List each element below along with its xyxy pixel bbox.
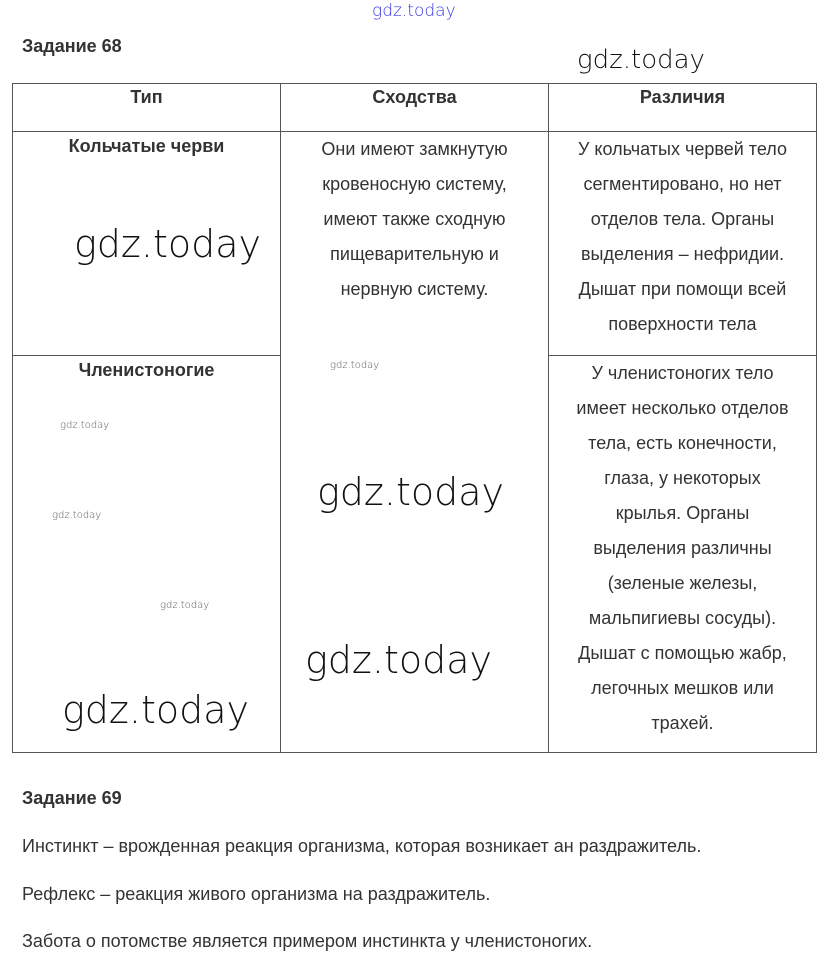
task68-title: Задание 68: [22, 36, 122, 56]
watermark: gdz.today: [62, 688, 249, 732]
differences-line: мальпигиевы сосуды).: [588, 608, 777, 628]
task69-title: Задание 69: [22, 788, 122, 808]
watermark: gdz.today: [52, 510, 102, 521]
differences-line: тела, есть конечности,: [588, 433, 777, 453]
differences-line: сегментировано, но нет: [583, 174, 782, 194]
differences-line: У кольчатых червей тело: [578, 139, 787, 159]
paragraph-care: Забота о потомстве является примером инстинкта у членистоногих.: [22, 931, 593, 951]
paragraph-reflex: Рефлекс – реакция живого организма на раздражитель.: [22, 884, 491, 904]
header-type: Тип: [12, 83, 281, 132]
watermark: gdz.today: [577, 45, 705, 75]
type-arthropods: Членистоногие: [12, 355, 281, 753]
differences-line: легочных мешков или: [591, 678, 774, 698]
differences-line: трахей.: [651, 713, 714, 733]
differences-line: выделения – нефридии.: [580, 244, 785, 264]
differences-annelids: [548, 131, 817, 356]
similarities-line: кровеносную систему,: [322, 174, 507, 194]
differences-line: выделения различны: [593, 538, 772, 558]
differences-line: крылья. Органы: [615, 503, 750, 523]
similarities-line: нервную систему.: [340, 279, 489, 299]
watermark: gdz.today: [305, 638, 492, 682]
differences-line: имеет несколько отделов: [576, 398, 789, 418]
watermark: gdz.today: [60, 420, 110, 431]
type-annelids: Кольчатые черви: [12, 131, 281, 356]
similarities-line: имеют также сходную: [323, 209, 506, 229]
similarities-line: пищеварительную и: [330, 244, 499, 264]
differences-line: Дышат при помощи всей: [578, 279, 787, 299]
differences-arthropods: [548, 355, 817, 753]
differences-line: отделов тела. Органы: [590, 209, 775, 229]
watermark: gdz.today: [160, 600, 210, 611]
watermark: gdz.today: [330, 360, 380, 371]
watermark-top: gdz.today: [372, 1, 456, 21]
paragraph-instinct: Инстинкт – врожденная реакция организма, которая возникает ан раздражитель.: [22, 836, 702, 856]
differences-line: поверхности тела: [608, 314, 757, 334]
differences-line: (зеленые железы,: [607, 573, 758, 593]
header-similarities: Сходства: [280, 83, 549, 132]
similarities-line: Они имеют замкнутую: [321, 139, 508, 159]
watermark: gdz.today: [317, 470, 504, 514]
header-differences: Различия: [548, 83, 817, 132]
watermark: gdz.today: [74, 222, 261, 266]
differences-line: У членистоногих тело: [591, 363, 774, 383]
differences-line: глаза, у некоторых: [604, 468, 761, 488]
differences-line: Дышат с помощью жабр,: [578, 643, 787, 663]
